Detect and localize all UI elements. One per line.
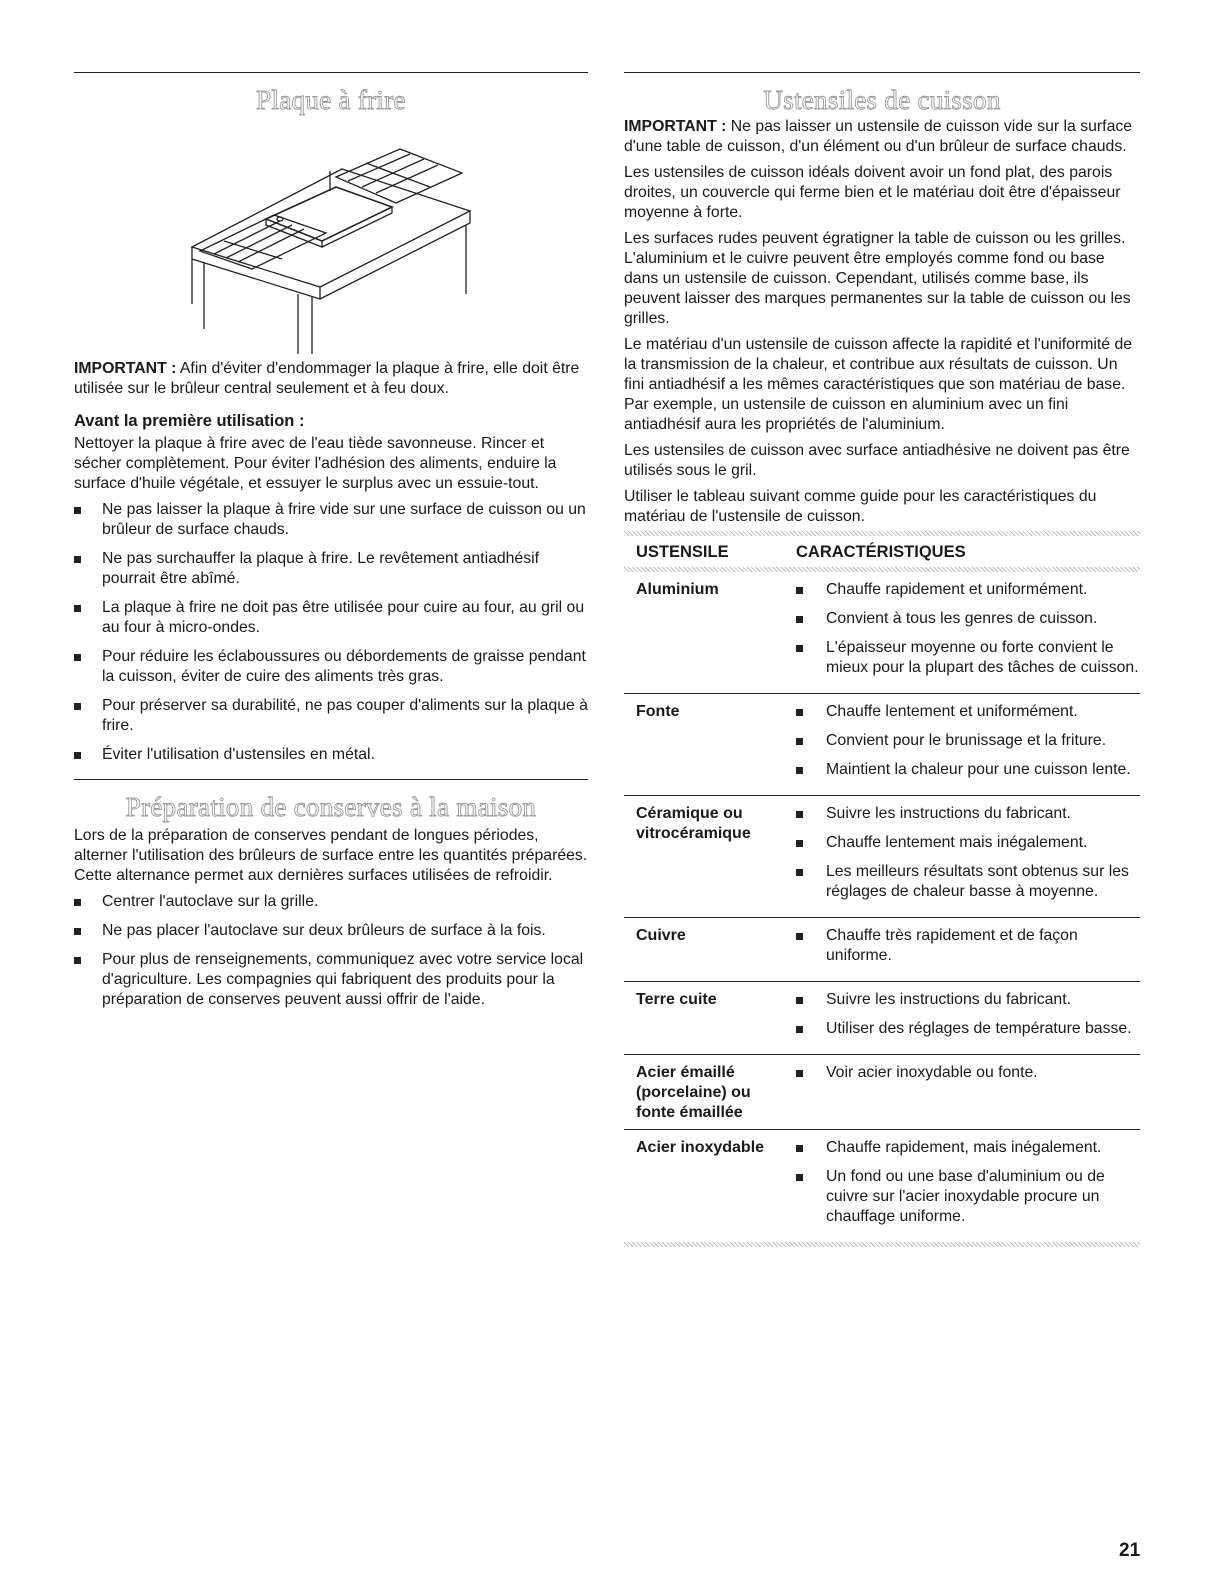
bullet-icon — [796, 811, 803, 818]
canning-intro: Lors de la préparation de conserves pendant de longues périodes, alterner l'utilisation des brûleurs de surface entre les quantités préparées. Cette alternance permet aux dernières surfaces utilisées de refroidir. — [74, 827, 588, 884]
material-name: Acier émaillé (porcelaine) ou fonte émaillée — [636, 1064, 751, 1121]
material-name: Cuivre — [636, 927, 686, 944]
list-item: Chauffe très rapidement et de façon uniforme. — [786, 926, 1140, 966]
list-item: Un fond ou une base d'aluminium ou de cuivre sur l'acier inoxydable procure un chauffage uniforme. — [786, 1167, 1140, 1227]
griddle-title: Plaque à frire — [256, 85, 406, 115]
bullet-icon — [796, 587, 803, 594]
cookware-table — [624, 531, 1140, 1247]
list-item: Chauffe rapidement, mais inégalement. — [786, 1138, 1140, 1158]
bullet-icon — [796, 869, 803, 876]
bullet-icon — [796, 738, 803, 745]
bullet-icon — [74, 752, 81, 759]
material-name: Céramique ou vitrocéramique — [636, 805, 751, 842]
list-item: Ne pas laisser la plaque à frire vide sur une surface de cuisson ou un brûleur de surface chauds. — [74, 500, 588, 540]
bullet-icon — [74, 654, 81, 661]
bullet-icon — [796, 1174, 803, 1181]
cookware-important — [624, 117, 1140, 157]
list-item: Chauffe rapidement et uniformément. — [786, 580, 1140, 600]
list-item: Éviter l'utilisation d'ustensiles en métal. — [74, 745, 588, 765]
list-item: Maintient la chaleur pour une cuisson lente. — [786, 760, 1140, 780]
list-item: Pour plus de renseignements, communiquez avec votre service local d'agriculture. Les compagnies qui fabriquent des produits pour la préparation de conserves peuvent aussi offrir de l'aide. — [74, 950, 588, 1010]
material-name: Fonte — [636, 703, 680, 720]
bullet-icon — [796, 1026, 803, 1033]
cookware-paragraph: Les surfaces rudes peuvent égratigner la table de cuisson ou les grilles. L'aluminium et le cuivre peuvent être employés comme fond ou base dans un ustensile de cuisson. Cependant, utilisés comme base, ils peuvent laisser des marques permanentes sur la table de cuisson ou les grilles. — [624, 230, 1131, 327]
canning-bullet-list — [74, 892, 588, 1010]
list-item: Convient à tous les genres de cuisson. — [786, 609, 1140, 629]
material-name: Acier inoxydable — [636, 1139, 765, 1156]
section-rule — [74, 779, 588, 780]
table-row — [624, 1055, 1140, 1130]
bullet-icon — [796, 1145, 803, 1152]
list-item: Chauffe lentement mais inégalement. — [786, 833, 1140, 853]
bullet-icon — [796, 933, 803, 940]
section-rule — [74, 72, 588, 73]
list-item: Les meilleurs résultats sont obtenus sur les réglages de chaleur basse à moyenne. — [786, 862, 1140, 902]
list-item: Suivre les instructions du fabricant. — [786, 804, 1140, 824]
list-item: La plaque à frire ne doit pas être utilisée pour cuire au four, au gril ou au four à micro-ondes. — [74, 598, 588, 638]
table-row — [624, 572, 1140, 694]
bullet-icon — [74, 507, 81, 514]
column-header-ustensile: USTENSILE — [636, 543, 729, 561]
bullet-icon — [796, 840, 803, 847]
griddle-intro: Nettoyer la plaque à frire avec de l'eau tiède savonneuse. Rincer et sécher complètement. Pour éviter l'adhésion des aliments, enduire la surface d'huile végétale, et essuyer le surplus avec un essuie-tout. — [74, 435, 557, 492]
bullet-icon — [796, 709, 803, 716]
material-name: Terre cuite — [636, 991, 717, 1008]
table-row — [624, 1130, 1140, 1242]
griddle-important — [74, 359, 588, 399]
table-bottom-border — [624, 1242, 1140, 1247]
important-text: Ne pas laisser un ustensile de cuisson vide sur la surface d'une table de cuisson, d'un élément ou d'un brûleur de surface chauds. — [624, 118, 1133, 155]
table-header — [624, 536, 1140, 567]
list-item: Ne pas surchauffer la plaque à frire. Le revêtement antiadhésif pourrait être abîmé. — [74, 549, 588, 589]
left-column — [74, 72, 588, 1019]
bullet-icon — [796, 1070, 803, 1077]
list-item: Pour réduire les éclaboussures ou débordements de graisse pendant la cuisson, éviter de cuire des aliments très gras. — [74, 647, 588, 687]
bullet-icon — [796, 767, 803, 774]
table-row — [624, 796, 1140, 918]
bullet-icon — [796, 997, 803, 1004]
important-label: IMPORTANT : — [624, 118, 727, 135]
griddle-illustration — [74, 119, 588, 359]
cookware-paragraph: Le matériau d'un ustensile de cuisson affecte la rapidité et l'uniformité de la transmission de la chaleur, et contribue aux résultats de cuisson. Un fini antiadhésif a les mêmes caractéristiques que son matériau de base. Par exemple, un ustensile de cuisson en aluminium avec un fini antiadhésif aura les propriétés de l'aluminium. — [624, 336, 1133, 433]
page-number: 21 — [1119, 1540, 1141, 1561]
list-item: Convient pour le brunissage et la friture. — [786, 731, 1140, 751]
list-item: Utiliser des réglages de température basse. — [786, 1019, 1140, 1039]
table-row — [624, 694, 1140, 796]
bullet-icon — [74, 605, 81, 612]
bullet-icon — [74, 556, 81, 563]
important-label: IMPORTANT : — [74, 360, 177, 377]
list-item: Ne pas placer l'autoclave sur deux brûleurs de surface à la fois. — [74, 921, 588, 941]
cookware-paragraph: Utiliser le tableau suivant comme guide pour les caractéristiques du matériau de l'ustensile de cuisson. — [624, 488, 1097, 525]
bullet-icon — [796, 645, 803, 652]
cookware-title: Ustensiles de cuisson — [763, 85, 1001, 115]
bullet-icon — [74, 899, 81, 906]
cookware-paragraph: Les ustensiles de cuisson avec surface antiadhésive ne doivent pas être utilisés sous le gril. — [624, 442, 1130, 479]
griddle-subheading: Avant la première utilisation : — [74, 412, 305, 430]
list-item: Pour préserver sa durabilité, ne pas couper d'aliments sur la plaque à frire. — [74, 696, 588, 736]
bullet-icon — [796, 616, 803, 623]
canning-title: Préparation de conserves à la maison — [125, 792, 537, 822]
list-item: Suivre les instructions du fabricant. — [786, 990, 1140, 1010]
list-item: Chauffe lentement et uniformément. — [786, 702, 1140, 722]
griddle-bullet-list — [74, 500, 588, 765]
column-header-caracteristiques: CARACTÉRISTIQUES — [796, 543, 966, 561]
list-item: Centrer l'autoclave sur la grille. — [74, 892, 588, 912]
griddle-on-cooktop-illustration — [74, 119, 588, 359]
section-rule — [624, 72, 1140, 73]
material-name: Aluminium — [636, 581, 719, 598]
important-text: Afin d'éviter d'endommager la plaque à frire, elle doit être utilisée sur le brûleur central seulement et à feu doux. — [74, 360, 580, 397]
list-item: L'épaisseur moyenne ou forte convient le mieux pour la plupart des tâches de cuisson. — [786, 638, 1140, 678]
right-column — [624, 72, 1140, 1247]
table-row — [624, 982, 1140, 1055]
table-row — [624, 918, 1140, 982]
bullet-icon — [74, 703, 81, 710]
bullet-icon — [74, 928, 81, 935]
bullet-icon — [74, 957, 81, 964]
list-item: Voir acier inoxydable ou fonte. — [786, 1063, 1140, 1083]
cookware-paragraph: Les ustensiles de cuisson idéals doivent avoir un fond plat, des parois droites, un couvercle qui ferme bien et le matériau doit être d'épaisseur moyenne à forte. — [624, 164, 1121, 221]
